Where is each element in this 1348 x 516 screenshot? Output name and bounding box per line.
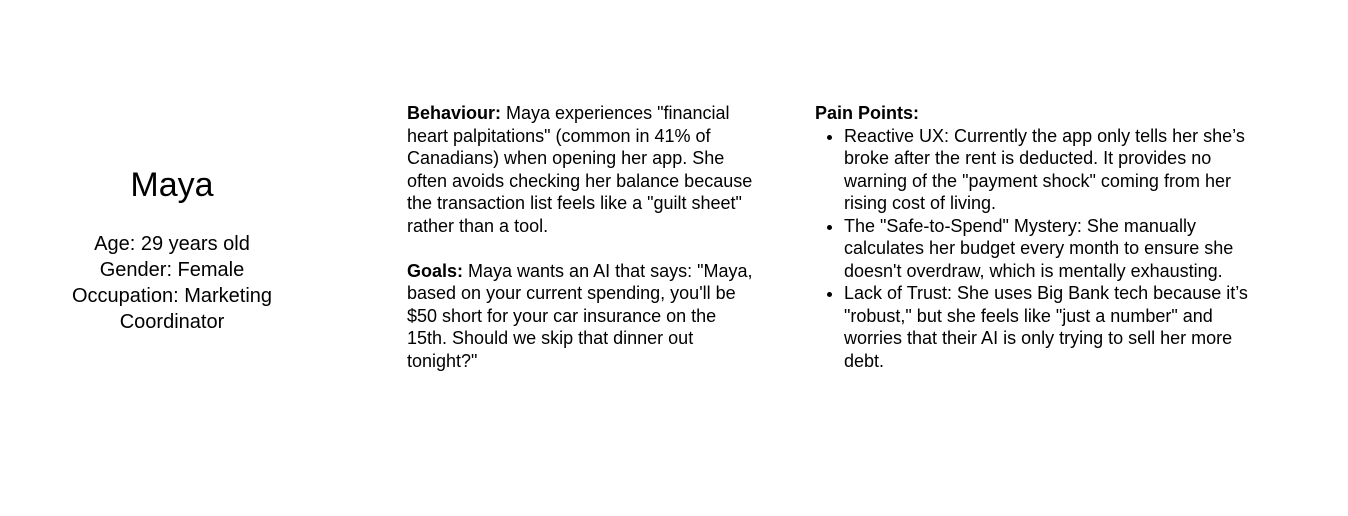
persona-age: Age: 29 years old: [94, 233, 250, 255]
persona-profile: [40, 165, 304, 335]
pain-points-column: [815, 102, 1255, 372]
persona-gender: Gender: Female: [99, 259, 245, 281]
persona-name: Maya: [130, 166, 214, 204]
goals-section: [407, 260, 757, 373]
pain-point-item: • Lack of Trust: She uses Big Bank tech because it’s "robust," but she feels like "just a number" and worries that their AI is only trying to sell her more debt.: [844, 282, 1255, 372]
spacer: [407, 237, 757, 260]
behaviour-section: [407, 102, 757, 237]
pain-point-item: • Reactive UX: Currently the app only tells her she’s broke after the rent is deducted. It provides no warning of the "payment shock" coming from her rising cost of living.: [844, 125, 1255, 215]
behaviour-label: Behaviour:: [407, 103, 502, 123]
pain-points-list: [815, 125, 1255, 373]
goals-label: Goals:: [407, 260, 464, 281]
behaviour-text: Maya experiences "financial heart palpitations" (common in 41% of Canadians) when opening her app. She often avoids checking her balance because the transaction list feels like a "guilt sheet" rather than a tool.: [407, 103, 753, 236]
behaviour-goals-column: [407, 102, 757, 372]
goals-text: Maya wants an AI that says: "Maya, based on your current spending, you'll be $50 short for your car insurance on the 15th. Should we skip that dinner out tonight?": [407, 260, 753, 371]
persona-occupation: Occupation: Marketing Coordinator: [71, 285, 273, 333]
pain-points-heading: Pain Points:: [815, 103, 920, 123]
pain-point-item: • The "Safe-to-Spend" Mystery: She manually calculates her budget every month to ensure she doesn't overdraw, which is mentally exhausting.: [844, 215, 1255, 283]
pain-points-label: [815, 102, 1255, 125]
